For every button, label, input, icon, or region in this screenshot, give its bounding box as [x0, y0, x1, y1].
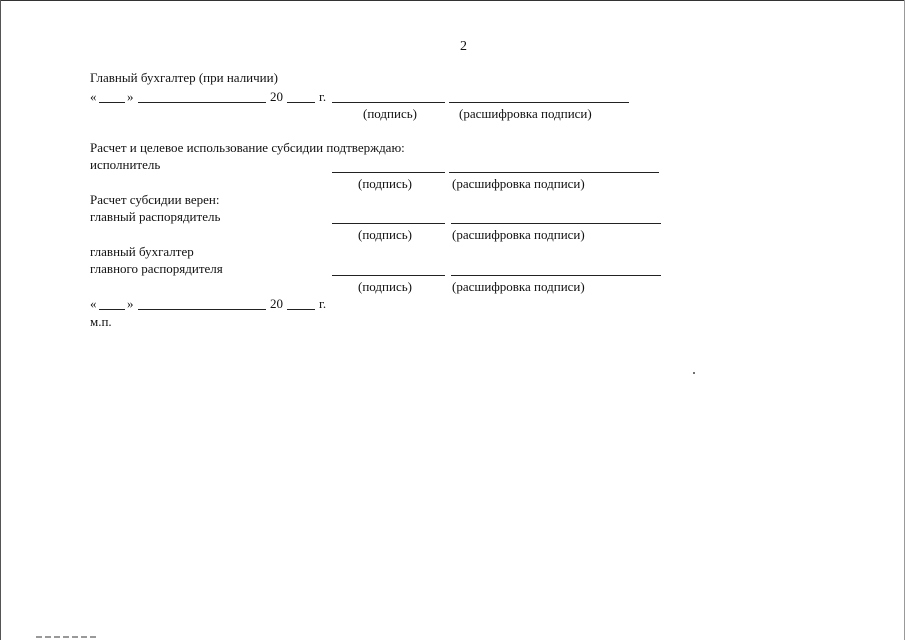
page-top-edge: [0, 0, 905, 1]
date-year-line: [287, 102, 315, 103]
page-number: 2: [460, 39, 467, 54]
signature-caption: (подпись): [358, 176, 412, 191]
date-year-prefix: 20: [270, 89, 283, 104]
page-left-edge: [0, 0, 1, 640]
decoding-line: [449, 172, 659, 173]
date-month-line: [138, 102, 266, 103]
signature-caption: (подпись): [358, 227, 412, 242]
decoding-line: [449, 102, 629, 103]
signature-caption: (подпись): [358, 279, 412, 294]
footer-date-open-quote: «: [90, 296, 97, 311]
signature-line: [332, 172, 445, 173]
decoding-caption: (расшифровка подписи): [452, 176, 585, 191]
footer-date-year-suffix: г.: [319, 296, 327, 311]
footer-date-year-prefix: 20: [270, 296, 283, 311]
chief-accountant-role-line2: главного распорядителя: [90, 261, 223, 276]
date-close-quote: »: [127, 89, 134, 104]
decoding-caption: (расшифровка подписи): [452, 279, 585, 294]
signature-line: [332, 275, 445, 276]
date-day-line: [99, 102, 125, 103]
date-year-suffix: г.: [319, 89, 327, 104]
scan-dot: [693, 372, 695, 374]
footer-date-month-line: [138, 309, 266, 310]
executor-role: исполнитель: [90, 157, 161, 172]
chief-accountant-title: Главный бухгалтер (при наличии): [90, 70, 278, 85]
chief-manager-role: главный распорядитель: [90, 209, 221, 224]
decoding-line: [451, 223, 661, 224]
confirmation-title: Расчет и целевое использование субсидии подтверждаю:: [90, 140, 405, 155]
signature-caption: (подпись): [363, 106, 417, 121]
decoding-caption: (расшифровка подписи): [459, 106, 592, 121]
stamp-place-label: м.п.: [90, 314, 112, 329]
chief-accountant-role-line1: главный бухгалтер: [90, 244, 194, 259]
verification-title: Расчет субсидии верен:: [90, 192, 220, 207]
footer-date-year-line: [287, 309, 315, 310]
signature-line: [332, 223, 445, 224]
decoding-line: [451, 275, 661, 276]
scan-artifact: [36, 636, 96, 638]
date-open-quote: «: [90, 89, 97, 104]
footer-date-day-line: [99, 309, 125, 310]
footer-date-close-quote: »: [127, 296, 134, 311]
decoding-caption: (расшифровка подписи): [452, 227, 585, 242]
signature-line: [332, 102, 445, 103]
